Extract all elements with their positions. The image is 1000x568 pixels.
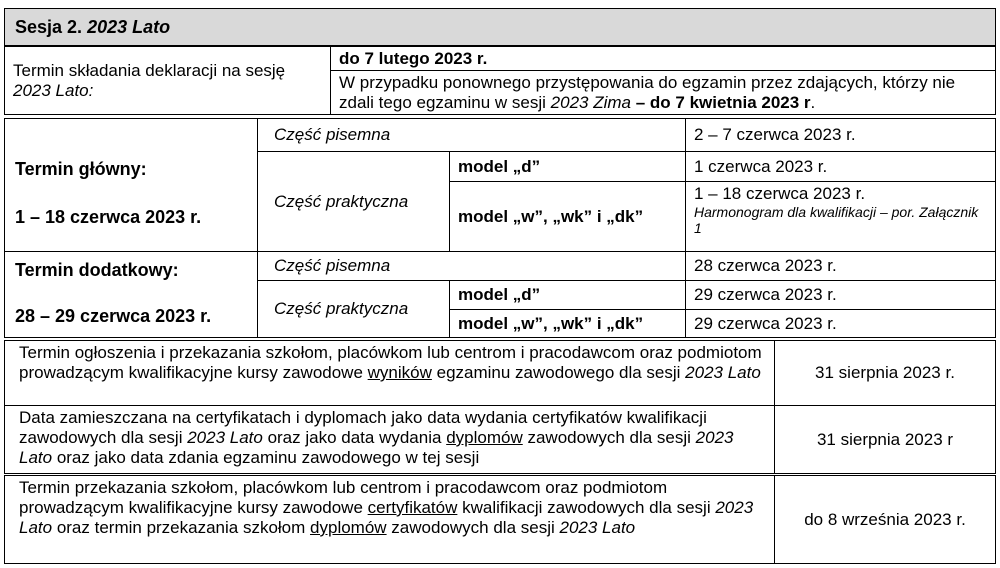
main-term-range: 1 – 18 czerwca 2023 r. [15,207,202,227]
extra-term-label: Termin dodatkowy: [15,260,179,280]
main-written-label: Część pisemna [274,125,391,144]
extra-model-d-label: model „d” [458,285,541,304]
extra-model-d-date-cell [685,280,996,310]
certificate-date-value: 31 sierpnia 2023 r [816,429,954,449]
extra-written-label: Część pisemna [274,256,391,275]
main-model-d-date-cell [685,151,996,182]
results-announcement-date-cell [774,340,996,406]
extra-model-w-label-cell [449,309,686,338]
main-model-w-date: 1 – 18 czerwca 2023 r. [694,184,866,203]
main-model-d-label-cell [449,151,686,182]
main-written-date: 2 – 7 czerwca 2023 r. [694,125,856,144]
extra-written-date: 28 czerwca 2023 r. [694,256,837,275]
extra-written-label-cell [257,251,686,281]
extra-model-w-date-cell [685,309,996,338]
main-model-w-label: model „w”, „wk” i „dk” [458,206,644,226]
certificate-date-cell [4,405,775,474]
extra-practical-label: Część praktyczna [274,299,409,318]
main-model-d-label: model „d” [458,156,541,176]
main-model-d-date: 1 czerwca 2023 r. [694,156,828,176]
handover-cell [4,475,775,564]
main-term-cell [4,118,258,252]
main-model-w-date-cell [685,181,996,252]
main-model-w-label-cell [449,181,686,252]
main-model-w-note: Harmonogram dla kwalifikacji – por. Załącznik 1 [694,204,979,236]
main-practical-label: Część praktyczna [274,191,409,211]
declaration-note: W przypadku ponownego przystępowania do egzamin przez zdających, którzy nie zdali tego egzaminu w sesji 2023 Zima – do 7 kwietnia 2023 r. [339,73,956,112]
main-written-date-cell [685,118,996,152]
main-term-label: Termin główny: [15,159,147,179]
extra-model-d-date: 29 czerwca 2023 r. [694,285,837,304]
declaration-label: Termin składania deklaracji na sesję 2023 Lato: [13,60,286,100]
results-announcement-cell [4,340,775,406]
extra-practical-label-cell [257,280,450,338]
extra-written-date-cell [685,251,996,281]
extra-model-w-date: 29 czerwca 2023 r. [694,313,837,333]
extra-term-cell [4,251,258,338]
session-title: Sesja 2. 2023 Lato [15,17,171,37]
certificate-date-text: Data zamieszczana na certyfikatach i dyplomach jako data wydania certyfikatów kwalifikacji zawodowych dla sesji 2023 Lato oraz jako data wydania dyplomów zawodowych dla sesji 2023 Lato oraz jako data zdania egzaminu zawodowego w tej sesji [19,408,734,467]
extra-model-w-label: model „w”, „wk” i „dk” [458,313,644,333]
extra-term-range: 28 – 29 czerwca 2023 r. [15,306,212,326]
declaration-date-cell [330,46,996,71]
handover-text: Termin przekazania szkołom, placówkom lub centrom i pracodawcom oraz podmiotom prowadzącym kwalifikacyjne kursy zawodowe certyfikatów kwalifikacji zawodowych dla sesji 2023 Lato oraz termin przekazania szkołom dyplomów zawodowych dla sesji 2023 Lato [19,478,754,537]
declaration-label-cell [4,46,331,115]
session-header [4,8,996,46]
handover-date: do 8 września 2023 r. [804,509,966,529]
main-written-label-cell [257,118,686,152]
main-practical-label-cell [257,151,450,252]
results-announcement-date: 31 sierpnia 2023 r. [815,363,955,382]
extra-model-d-label-cell [449,280,686,310]
results-announcement-text: Termin ogłoszenia i przekazania szkołom, placówkom lub centrom i pracodawcom oraz podmiotom prowadzącym kwalifikacyjne kursy zawodowe wyników egzaminu zawodowego dla sesji 2023 Lato [19,343,762,382]
declaration-date: do 7 lutego 2023 r. [339,48,488,68]
declaration-note-cell [330,70,996,115]
handover-date-cell [774,475,996,564]
certificate-date-value-cell [774,405,996,474]
